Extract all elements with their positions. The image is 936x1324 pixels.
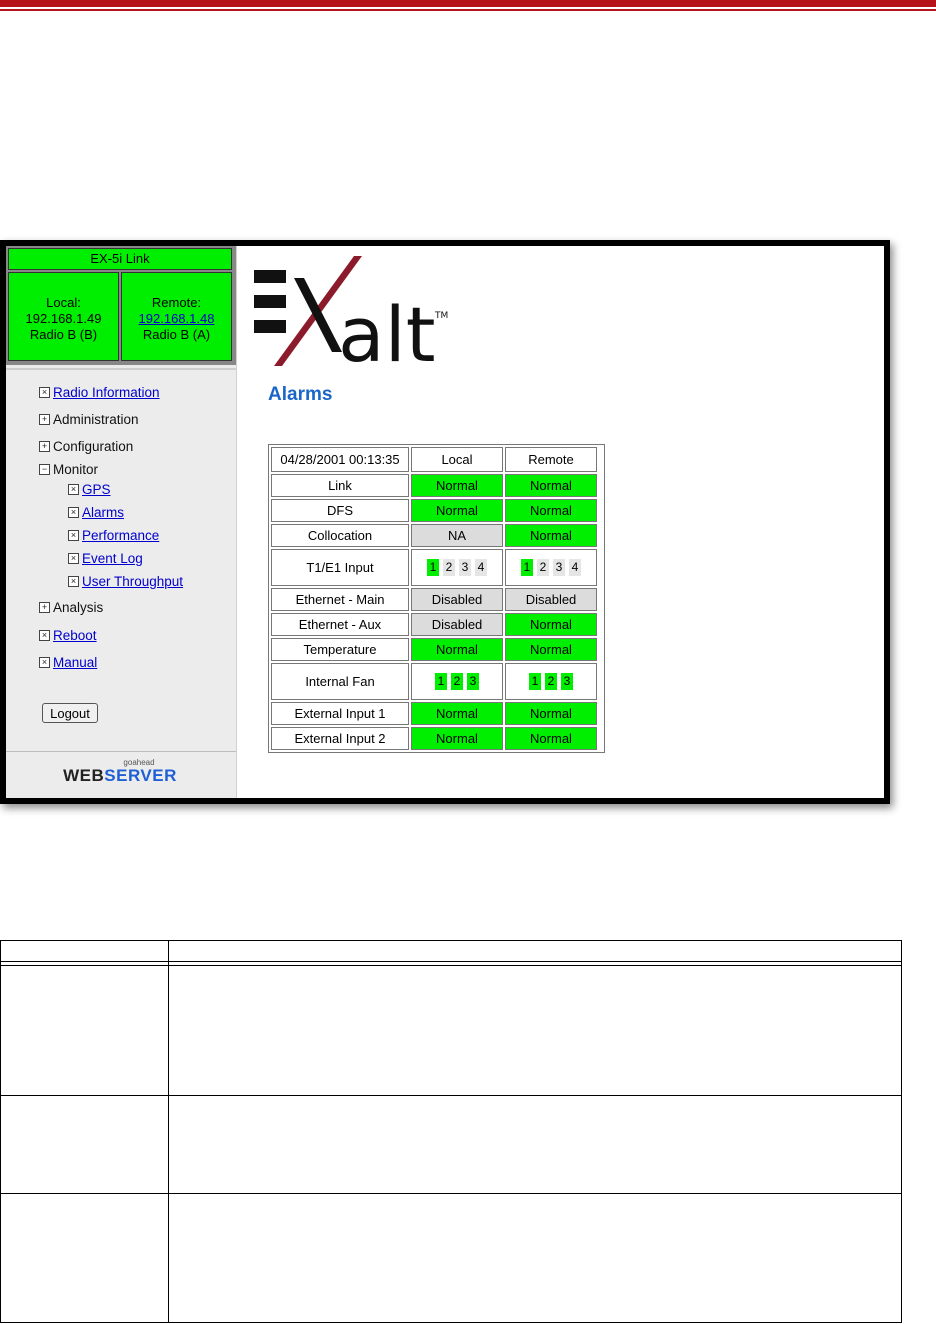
table-header-row	[270, 446, 603, 473]
sidebar-item-monitor[interactable]	[39, 462, 98, 477]
remote-status: Normal	[505, 638, 597, 661]
table-row	[270, 726, 603, 751]
svg-text:TM: TM	[435, 311, 449, 321]
screenshot-frame	[0, 240, 890, 804]
sidebar-footer-divider	[6, 751, 236, 752]
row-label: Ethernet - Main	[271, 588, 409, 611]
sidebar-item-reboot[interactable]	[39, 628, 97, 643]
row-label: T1/E1 Input	[271, 549, 409, 586]
table-row	[270, 498, 603, 523]
row-label: External Input 1	[271, 702, 409, 725]
sidebar-item-label[interactable]: Alarms	[82, 505, 125, 520]
svg-text:alt: alt	[338, 290, 436, 370]
local-status: Normal	[411, 474, 503, 497]
timestamp-cell: 04/28/2001 00:13:35	[271, 447, 409, 472]
local-status: Normal	[411, 702, 503, 725]
fan-chip: 2	[545, 673, 557, 690]
page-icon: ×	[68, 507, 79, 518]
table-header-rule	[1, 965, 901, 966]
table-header-rule	[1, 961, 901, 962]
local-status: Normal	[411, 499, 503, 522]
local-radio: Radio B (B)	[29, 327, 98, 342]
remote-radio-cell	[121, 272, 232, 361]
expand-plus-icon[interactable]: +	[39, 602, 50, 613]
fan-chip: 1	[435, 673, 447, 690]
row-label: Temperature	[271, 638, 409, 661]
table-row	[270, 587, 603, 612]
logout-button[interactable]: Logout	[42, 703, 98, 723]
remote-t1e1-chips	[505, 549, 597, 586]
table-row	[270, 612, 603, 637]
col-local-header: Local	[411, 447, 503, 472]
local-status: Disabled	[411, 613, 503, 636]
page-title: Alarms	[268, 384, 333, 405]
page-icon: ×	[39, 630, 50, 641]
page-icon: ×	[39, 657, 50, 668]
local-t1e1-chips	[411, 549, 503, 586]
row-label: Ethernet - Aux	[271, 613, 409, 636]
channel-chip: 2	[537, 559, 549, 576]
link-title: EX-5i Link	[8, 248, 232, 270]
row-label: Collocation	[271, 524, 409, 547]
local-fan-chips	[411, 663, 503, 700]
table-row	[270, 548, 603, 587]
sidebar-item-gps[interactable]	[68, 482, 111, 497]
sidebar-item-administration[interactable]	[39, 412, 139, 427]
table-row-divider	[1, 1193, 901, 1194]
remote-fan-chips	[505, 663, 597, 700]
sidebar-item-label[interactable]: Event Log	[82, 551, 143, 566]
sidebar-item-performance[interactable]	[68, 528, 159, 543]
sidebar-item-label[interactable]: Performance	[82, 528, 160, 543]
local-label: Local:	[46, 295, 81, 310]
exalt-logo	[252, 254, 452, 370]
channel-chip: 1	[427, 559, 439, 576]
collapse-minus-icon[interactable]: −	[39, 464, 50, 475]
sidebar-item-label[interactable]: Manual	[53, 655, 98, 670]
table-row	[270, 523, 603, 548]
sidebar-item-label[interactable]: User Throughput	[82, 574, 184, 589]
remote-ip-link[interactable]: 192.168.1.48	[138, 311, 215, 326]
sidebar-item-label[interactable]: Radio Information	[53, 385, 160, 400]
table-row	[270, 637, 603, 662]
sidebar-item-radio-information[interactable]	[39, 385, 160, 400]
table-column-divider	[168, 941, 169, 1322]
channel-chip: 4	[475, 559, 487, 576]
remote-status: Normal	[505, 524, 597, 547]
sidebar-item-alarms[interactable]	[68, 505, 124, 520]
local-status: Normal	[411, 638, 503, 661]
sidebar-item-manual[interactable]	[39, 655, 97, 670]
sidebar	[6, 246, 237, 798]
row-label: External Input 2	[271, 727, 409, 750]
sidebar-item-user-throughput[interactable]	[68, 574, 183, 589]
page-icon: ×	[68, 484, 79, 495]
fan-chip: 1	[529, 673, 541, 690]
row-label: Internal Fan	[271, 663, 409, 700]
header-rule-thin	[0, 9, 936, 11]
local-ip: 192.168.1.49	[25, 311, 102, 326]
alarms-table	[268, 444, 605, 753]
channel-chip: 4	[569, 559, 581, 576]
fan-chip: 3	[467, 673, 479, 690]
page-icon: ×	[39, 387, 50, 398]
sidebar-item-event-log[interactable]	[68, 551, 143, 566]
table-row-divider	[1, 1095, 901, 1096]
remote-status: Normal	[505, 613, 597, 636]
remote-status: Disabled	[505, 588, 597, 611]
table-row	[270, 701, 603, 726]
remote-status: Normal	[505, 499, 597, 522]
channel-chip: 3	[459, 559, 471, 576]
fan-chip: 3	[561, 673, 573, 690]
local-radio-cell	[8, 272, 119, 361]
sidebar-item-configuration[interactable]	[39, 439, 133, 454]
link-status-box	[6, 246, 236, 365]
sidebar-item-label: Analysis	[53, 600, 104, 615]
sidebar-item-label: Monitor	[53, 462, 99, 477]
col-remote-header: Remote	[505, 447, 597, 472]
remote-status: Normal	[505, 474, 597, 497]
local-status: Normal	[411, 727, 503, 750]
row-label: DFS	[271, 499, 409, 522]
page-icon: ×	[68, 576, 79, 587]
page-icon: ×	[68, 553, 79, 564]
expand-plus-icon[interactable]: +	[39, 441, 50, 452]
webserver-logo-part1: WEB	[63, 766, 105, 785]
remote-status: Normal	[505, 702, 597, 725]
local-status: NA	[411, 524, 503, 547]
sidebar-item-label[interactable]: Reboot	[53, 628, 97, 643]
table-row	[270, 473, 603, 498]
webserver-logo-part2: SERVER	[104, 766, 177, 785]
sidebar-item-label: Administration	[53, 412, 139, 427]
page-icon: ×	[68, 530, 79, 541]
channel-chip: 1	[521, 559, 533, 576]
header-rule-thick	[0, 0, 936, 7]
expand-plus-icon[interactable]: +	[39, 414, 50, 425]
remote-radio: Radio B (A)	[142, 327, 211, 342]
sidebar-item-analysis[interactable]	[39, 600, 103, 615]
remote-status: Normal	[505, 727, 597, 750]
sidebar-item-label[interactable]: GPS	[82, 482, 111, 497]
webserver-logo	[58, 758, 182, 792]
remote-label: Remote:	[151, 295, 202, 310]
fan-chip: 2	[451, 673, 463, 690]
channel-chip: 3	[553, 559, 565, 576]
sidebar-divider	[6, 368, 236, 370]
webserver-logo-small: goahead	[123, 758, 155, 767]
channel-chip: 2	[443, 559, 455, 576]
sidebar-item-label: Configuration	[53, 439, 134, 454]
row-label: Link	[271, 474, 409, 497]
document-table	[0, 940, 902, 1323]
table-row	[270, 662, 603, 701]
local-status: Disabled	[411, 588, 503, 611]
